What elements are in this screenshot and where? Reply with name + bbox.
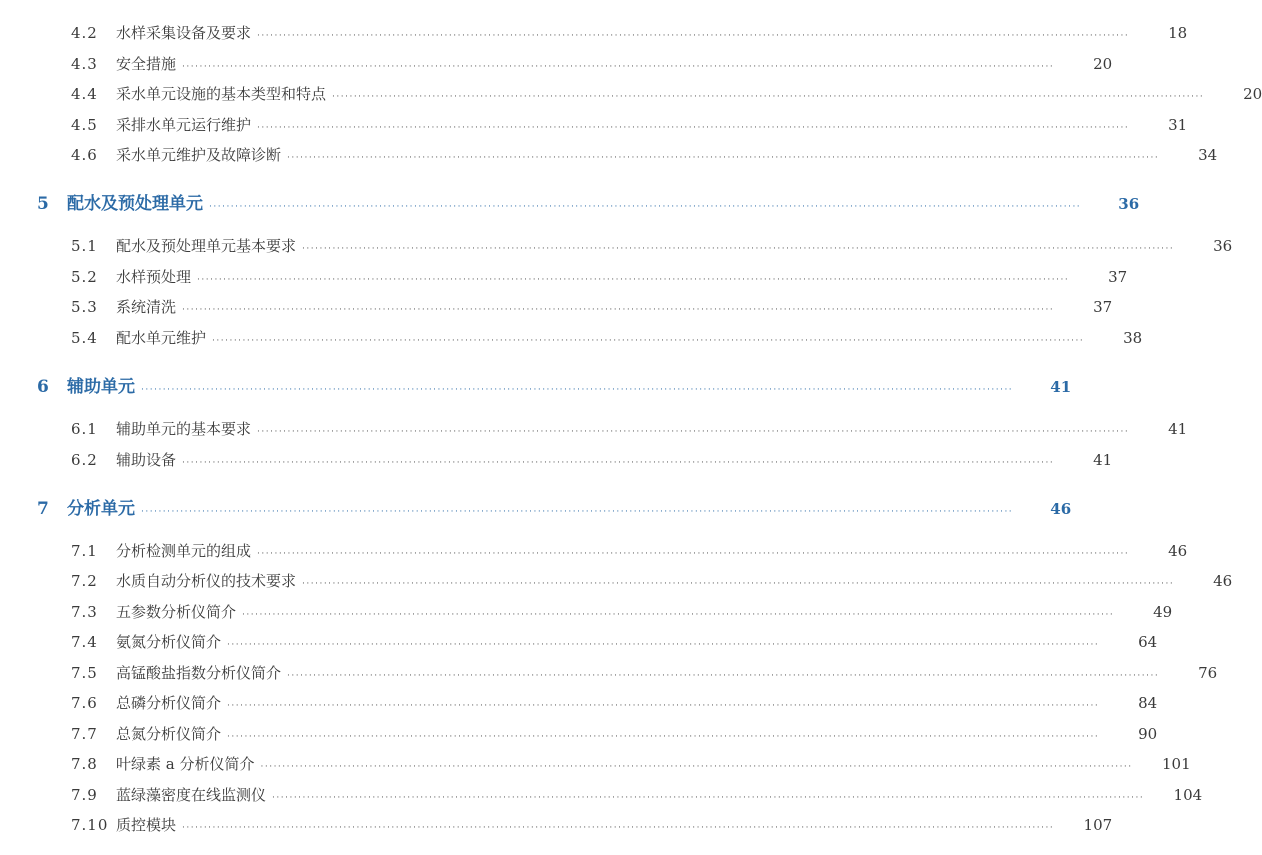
toc-entry-7-3[interactable]	[0, 601, 1173, 622]
toc-entry-title: 总磷分析仪简介	[116, 694, 222, 712]
toc-entry-title: 蓝绿藻密度在线监测仪	[116, 786, 267, 804]
dot-leader: ········································································································································································································	[287, 153, 1160, 163]
toc-entry-title: 水样预处理	[116, 268, 192, 286]
dot-leader: ········································································································································································································	[197, 275, 1070, 285]
toc-entry-4-2[interactable]	[0, 22, 1188, 43]
dot-leader: ········································································································································································································	[287, 671, 1160, 681]
toc-entry-number: 4.2	[71, 24, 98, 42]
toc-entry-page: 101	[1162, 755, 1191, 773]
toc-chapter-number: 6	[37, 377, 50, 397]
toc-entry-title: 五参数分析仪简介	[116, 603, 237, 621]
toc-entry-title: 采水单元维护及故障诊断	[116, 146, 282, 164]
dot-leader: ········································································································································································································	[182, 823, 1055, 833]
toc-entry-number: 7.7	[71, 725, 98, 743]
toc-entry-7-2[interactable]	[0, 570, 1233, 591]
dot-leader: ········································································································································································································	[332, 92, 1205, 102]
toc-entry-page: 46	[1213, 572, 1233, 590]
toc-chapter-number: 5	[37, 194, 50, 214]
toc-entry-5-1[interactable]	[0, 235, 1233, 256]
toc-entry-number: 4.4	[71, 85, 98, 103]
toc-entry-number: 7.10	[71, 816, 109, 834]
toc-entry-number: 4.3	[71, 55, 98, 73]
toc-entry-title: 分析检测单元的组成	[116, 542, 252, 560]
toc-entry-page: 31	[1168, 116, 1188, 134]
toc-entry-number: 7.2	[71, 572, 98, 590]
toc-entry-number: 5.4	[71, 329, 98, 347]
toc-entry-page: 20	[1243, 85, 1262, 103]
toc-entry-page: 37	[1108, 268, 1128, 286]
toc-entry-number: 7.5	[71, 664, 98, 682]
toc-entry-number: 5.1	[71, 237, 98, 255]
toc-entry-number: 6.1	[71, 420, 98, 438]
toc-entry-title: 总氮分析仪简介	[116, 725, 222, 743]
dot-leader: ········································································································································································································	[227, 701, 1100, 711]
toc-entry-number: 7.1	[71, 542, 98, 560]
toc-entry-number: 6.2	[71, 451, 98, 469]
toc-entry-page: 104	[1173, 786, 1203, 804]
toc-entry-page: 34	[1198, 146, 1218, 164]
toc-entry-title: 采排水单元运行维护	[116, 116, 252, 134]
dot-leader: ········································································································································································································	[302, 579, 1175, 589]
toc-entry-title: 质控模块	[116, 816, 177, 834]
toc-chapter-5[interactable]	[0, 189, 1140, 214]
toc-entry-title: 采水单元设施的基本类型和特点	[116, 85, 327, 103]
toc-entry-title: 配水及预处理单元基本要求	[116, 237, 297, 255]
dot-leader: ········································································································································································································	[260, 762, 1133, 772]
toc-entry-number: 5.3	[71, 298, 98, 316]
toc-chapter-number: 7	[37, 499, 50, 519]
dot-leader: ········································································································································································································	[272, 793, 1145, 803]
toc-entry-title: 辅助设备	[116, 451, 177, 469]
toc-entry-page: 49	[1153, 603, 1173, 621]
dot-leader: ········································································································································································································	[212, 336, 1085, 346]
toc-entry-6-1[interactable]	[0, 418, 1188, 439]
toc-entry-page: 20	[1093, 55, 1113, 73]
dot-leader: ········································································································································································································	[257, 31, 1130, 41]
toc-chapter-title: 分析单元	[67, 499, 135, 519]
toc-entry-7-5[interactable]	[0, 662, 1218, 683]
dot-leader: ········································································································································································································	[257, 427, 1130, 437]
toc-entry-number: 7.4	[71, 633, 98, 651]
toc-chapter-6[interactable]	[0, 372, 1072, 397]
toc-entry-number: 4.6	[71, 146, 98, 164]
toc-chapter-page: 46	[1050, 500, 1072, 518]
toc-entry-page: 64	[1138, 633, 1158, 651]
dot-leader: ········································································································································································································	[227, 640, 1100, 650]
toc-entry-6-2[interactable]	[0, 449, 1113, 470]
toc-entry-number: 4.5	[71, 116, 98, 134]
toc-chapter-page: 36	[1118, 195, 1140, 213]
dot-leader: ········································································································································································································	[209, 202, 1082, 212]
toc-entry-7-6[interactable]	[0, 692, 1158, 713]
toc-entry-7-7[interactable]	[0, 723, 1158, 744]
toc-entry-page: 18	[1168, 24, 1188, 42]
toc-entry-number: 7.6	[71, 694, 98, 712]
toc-entry-4-3[interactable]	[0, 53, 1113, 74]
toc-entry-title: 水样采集设备及要求	[116, 24, 252, 42]
toc-chapter-7[interactable]	[0, 494, 1072, 519]
toc-entry-7-1[interactable]	[0, 540, 1188, 561]
toc-entry-number: 7.8	[71, 755, 98, 773]
dot-leader: ········································································································································································································	[182, 305, 1055, 315]
toc-entry-7-4[interactable]	[0, 631, 1158, 652]
toc-entry-4-6[interactable]	[0, 144, 1218, 165]
toc-entry-5-4[interactable]	[0, 327, 1143, 348]
dot-leader: ········································································································································································································	[227, 732, 1100, 742]
dot-leader: ········································································································································································································	[242, 610, 1115, 620]
toc-entry-5-3[interactable]	[0, 296, 1113, 317]
toc-chapter-title: 辅助单元	[67, 377, 135, 397]
dot-leader: ········································································································································································································	[302, 244, 1175, 254]
toc-entry-page: 84	[1138, 694, 1158, 712]
toc-entry-page: 38	[1123, 329, 1143, 347]
toc-entry-page: 107	[1083, 816, 1113, 834]
toc-entry-title: 高锰酸盐指数分析仪简介	[116, 664, 282, 682]
toc-entry-page: 46	[1168, 542, 1188, 560]
toc-entry-page: 36	[1213, 237, 1233, 255]
dot-leader: ········································································································································································································	[182, 62, 1055, 72]
toc-entry-page: 90	[1138, 725, 1158, 743]
toc-chapter-title: 配水及预处理单元	[67, 194, 203, 214]
toc-entry-number: 5.2	[71, 268, 98, 286]
toc-entry-title: 叶绿素 a 分析仪简介	[116, 755, 255, 773]
toc-entry-page: 76	[1198, 664, 1218, 682]
toc-entry-page: 41	[1093, 451, 1113, 469]
toc-entry-7-8[interactable]	[0, 753, 1191, 774]
toc-entry-page: 41	[1168, 420, 1188, 438]
toc-entry-title: 系统清洗	[116, 298, 177, 316]
toc-entry-title: 安全措施	[116, 55, 177, 73]
toc-entry-7-9[interactable]	[0, 784, 1203, 805]
dot-leader: ········································································································································································································	[182, 458, 1055, 468]
toc-entry-4-5[interactable]	[0, 114, 1188, 135]
dot-leader: ········································································································································································································	[257, 123, 1130, 133]
dot-leader: ········································································································································································································	[257, 549, 1130, 559]
toc-entry-title: 配水单元维护	[116, 329, 207, 347]
dot-leader: ········································································································································································································	[141, 385, 1014, 395]
toc-entry-title: 辅助单元的基本要求	[116, 420, 252, 438]
toc-entry-5-2[interactable]	[0, 266, 1128, 287]
toc-entry-7-10[interactable]	[0, 814, 1113, 835]
toc-entry-number: 7.3	[71, 603, 98, 621]
toc-entry-title: 氨氮分析仪简介	[116, 633, 222, 651]
toc-chapter-page: 41	[1050, 378, 1072, 396]
toc-entry-4-4[interactable]	[0, 83, 1262, 104]
toc-entry-number: 7.9	[71, 786, 98, 804]
toc-entry-title: 水质自动分析仪的技术要求	[116, 572, 297, 590]
toc-entry-page: 37	[1093, 298, 1113, 316]
dot-leader: ········································································································································································································	[141, 507, 1014, 517]
